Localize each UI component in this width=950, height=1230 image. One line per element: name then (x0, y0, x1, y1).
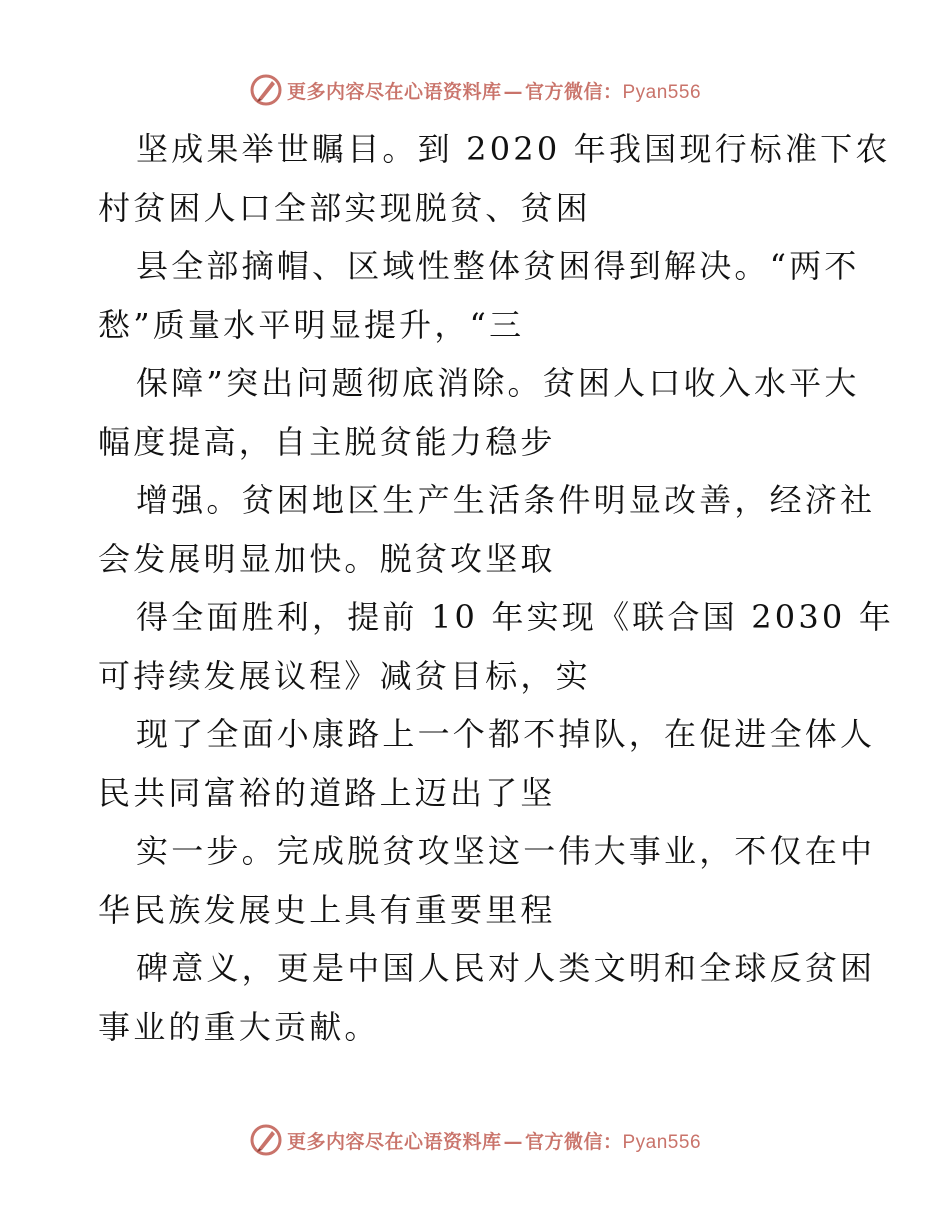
text-line: 坚成果举世瞩目。到 2020 年我国现行标准下农 (136, 130, 891, 168)
text-line: 可持续发展议程》减贫目标，实 (98, 656, 591, 695)
quill-pen-seal-icon (249, 73, 283, 107)
text-line: 县全部摘帽、区域性整体贫困得到解决。“两不 (136, 247, 860, 285)
text-line: 村贫困人口全部实现脱贫、贫困 (98, 188, 591, 227)
header-banner (0, 70, 950, 110)
text-line: 得全面胜利，提前 10 年实现《联合国 2030 年 (136, 598, 895, 636)
banner-text (287, 77, 701, 104)
text-line: 实一步。完成脱贫攻坚这一伟大事业，不仅在中 (136, 832, 876, 870)
text-line: 保障”突出问题彻底消除。贫困人口收入水平大 (136, 364, 860, 402)
text-line: 增强。贫困地区生产生活条件明显改善，经济社 (136, 481, 876, 519)
wechat-handle: Pyan556 (622, 81, 702, 103)
site-label: 更多内容尽在心语资料库 (286, 80, 502, 103)
footer-banner (0, 1120, 950, 1160)
site-label: 更多内容尽在心语资料库 (286, 1130, 502, 1153)
document-body (98, 120, 895, 1056)
text-line: 现了全面小康路上一个都不掉队，在促进全体人 (136, 715, 876, 753)
text-line: 华民族发展史上具有重要里程 (98, 890, 556, 929)
text-line: 幅度提高，自主脱贫能力稳步 (98, 422, 556, 461)
banner-separator: — (503, 1130, 523, 1153)
text-line: 民共同富裕的道路上迈出了坚 (98, 773, 556, 812)
text-line: 会发展明显加快。脱贫攻坚取 (98, 539, 556, 578)
text-line: 事业的重大贡献。 (98, 1007, 380, 1046)
banner-separator: — (503, 80, 523, 103)
banner-text (287, 1127, 701, 1154)
text-line: 碑意义，更是中国人民对人类文明和全球反贫困 (136, 949, 876, 987)
text-line: 愁”质量水平明显提升，“三 (98, 305, 525, 344)
wechat-label: 官方微信： (524, 1130, 623, 1153)
wechat-handle: Pyan556 (622, 1131, 702, 1153)
quill-pen-seal-icon (249, 1123, 283, 1157)
wechat-label: 官方微信： (524, 80, 623, 103)
